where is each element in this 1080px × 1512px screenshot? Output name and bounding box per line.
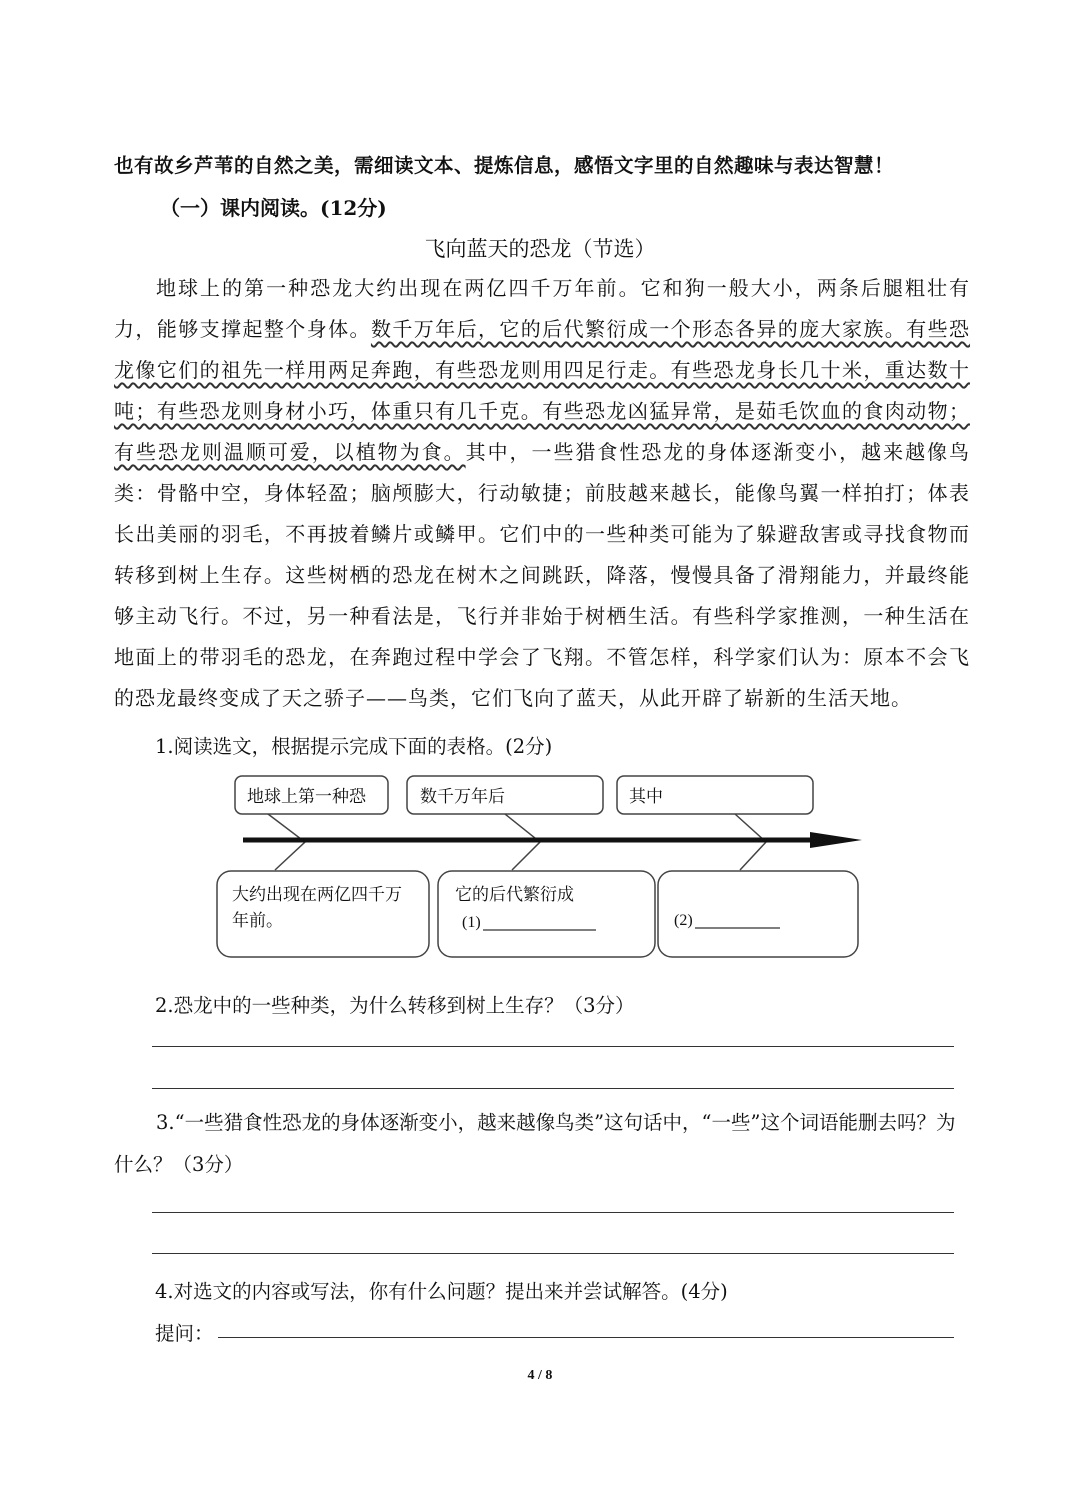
passage-title: 飞向蓝天的恐龙（节选） [424,237,656,261]
question-4: 4.对选文的内容或写法，你有什么问题？提出来并尝试解答。(4分) [155,1280,728,1303]
timeline-top-label-1: 地球上第一种恐 [247,787,366,807]
blank-1-marker: (1) [462,914,481,931]
q3-answer-line-2[interactable] [152,1253,954,1254]
timeline-top-label-3: 其中 [629,787,663,807]
timeline-top-label-2: 数千万年后 [420,787,505,807]
ask-label: 提问： [155,1322,214,1345]
q3-answer-line-1[interactable] [152,1212,954,1213]
question-3: 3.“一些猎食性恐龙的身体逐渐变小，越来越像鸟类”这句话中，“一些”这个词语能删去吗？为什么？（3分） [114,1111,956,1176]
intro-text: 也有故乡芦苇的自然之美，需细读文本、提炼信息，感悟文字里的自然趣味与表达智慧！ [114,154,895,177]
q2-answer-line-2[interactable] [152,1088,954,1089]
timeline-arrow-head [810,832,862,848]
question-1: 1.阅读选文，根据提示完成下面的表格。(2分) [155,735,553,758]
passage-underlined-segment: 数千万年后，它的后代繁衍成一个形态各异的庞大家族。有些恐龙像它们的祖先一样用两足奔跑，有些恐龙则用四足行走。有些恐龙身长几十米，重达数十吨；有些恐龙则身材小巧，体重只有几千克。有些恐龙凶猛异常，是茹毛饮血的食肉动物；有些恐龙则温顺可爱，以植物为食。 [114,317,971,464]
ask-answer-line[interactable] [218,1337,954,1338]
passage-rest: 其中，一些猎食性恐龙的身体逐渐变小，越来越像鸟类：骨骼中空，身体轻盈；脑颅膨大，行动敏捷；前肢越来越长，能像鸟翼一样拍打；体表长出美丽的羽毛，不再披着鳞片或鳞甲。它们中的一些种类可能为了躲避敌害或寻找食物而转移到树上生存。这些树栖的恐龙在树木之间跳跃，降落，慢慢具备了滑翔能力，并最终能够主动飞行。不过，另一种看法是，飞行并非始于树栖生活。有些科学家推测，一种生活在地面上的带羽毛的恐龙，在奔跑过程中学会了飞翔。不管怎样，科学家们认为：原本不会飞的恐龙最终变成了天之骄子——鸟类，它们飞向了蓝天，从此开辟了崭新的生活天地。 [114,440,971,710]
q2-answer-line-1[interactable] [152,1046,954,1047]
question-2: 2.恐龙中的一些种类，为什么转移到树上生存？（3分） [155,994,635,1017]
timeline-bottom-label-1b: 年前。 [232,911,283,931]
timeline-bottom-label-2: 它的后代繁衍成 [455,885,574,905]
timeline-bottom-label-1a: 大约出现在两亿四千万 [232,885,402,905]
page-number: 4 / 8 [527,1368,553,1383]
section-heading: （一）课内阅读。(12分) [160,196,387,220]
blank-2-marker: (2) [674,912,693,929]
passage-opening: 地球上的第一种恐龙大约出现在两亿四千万年前。它和狗一般大小，两条后腿粗壮有力，能够支撑起整个身体。 [114,276,970,341]
